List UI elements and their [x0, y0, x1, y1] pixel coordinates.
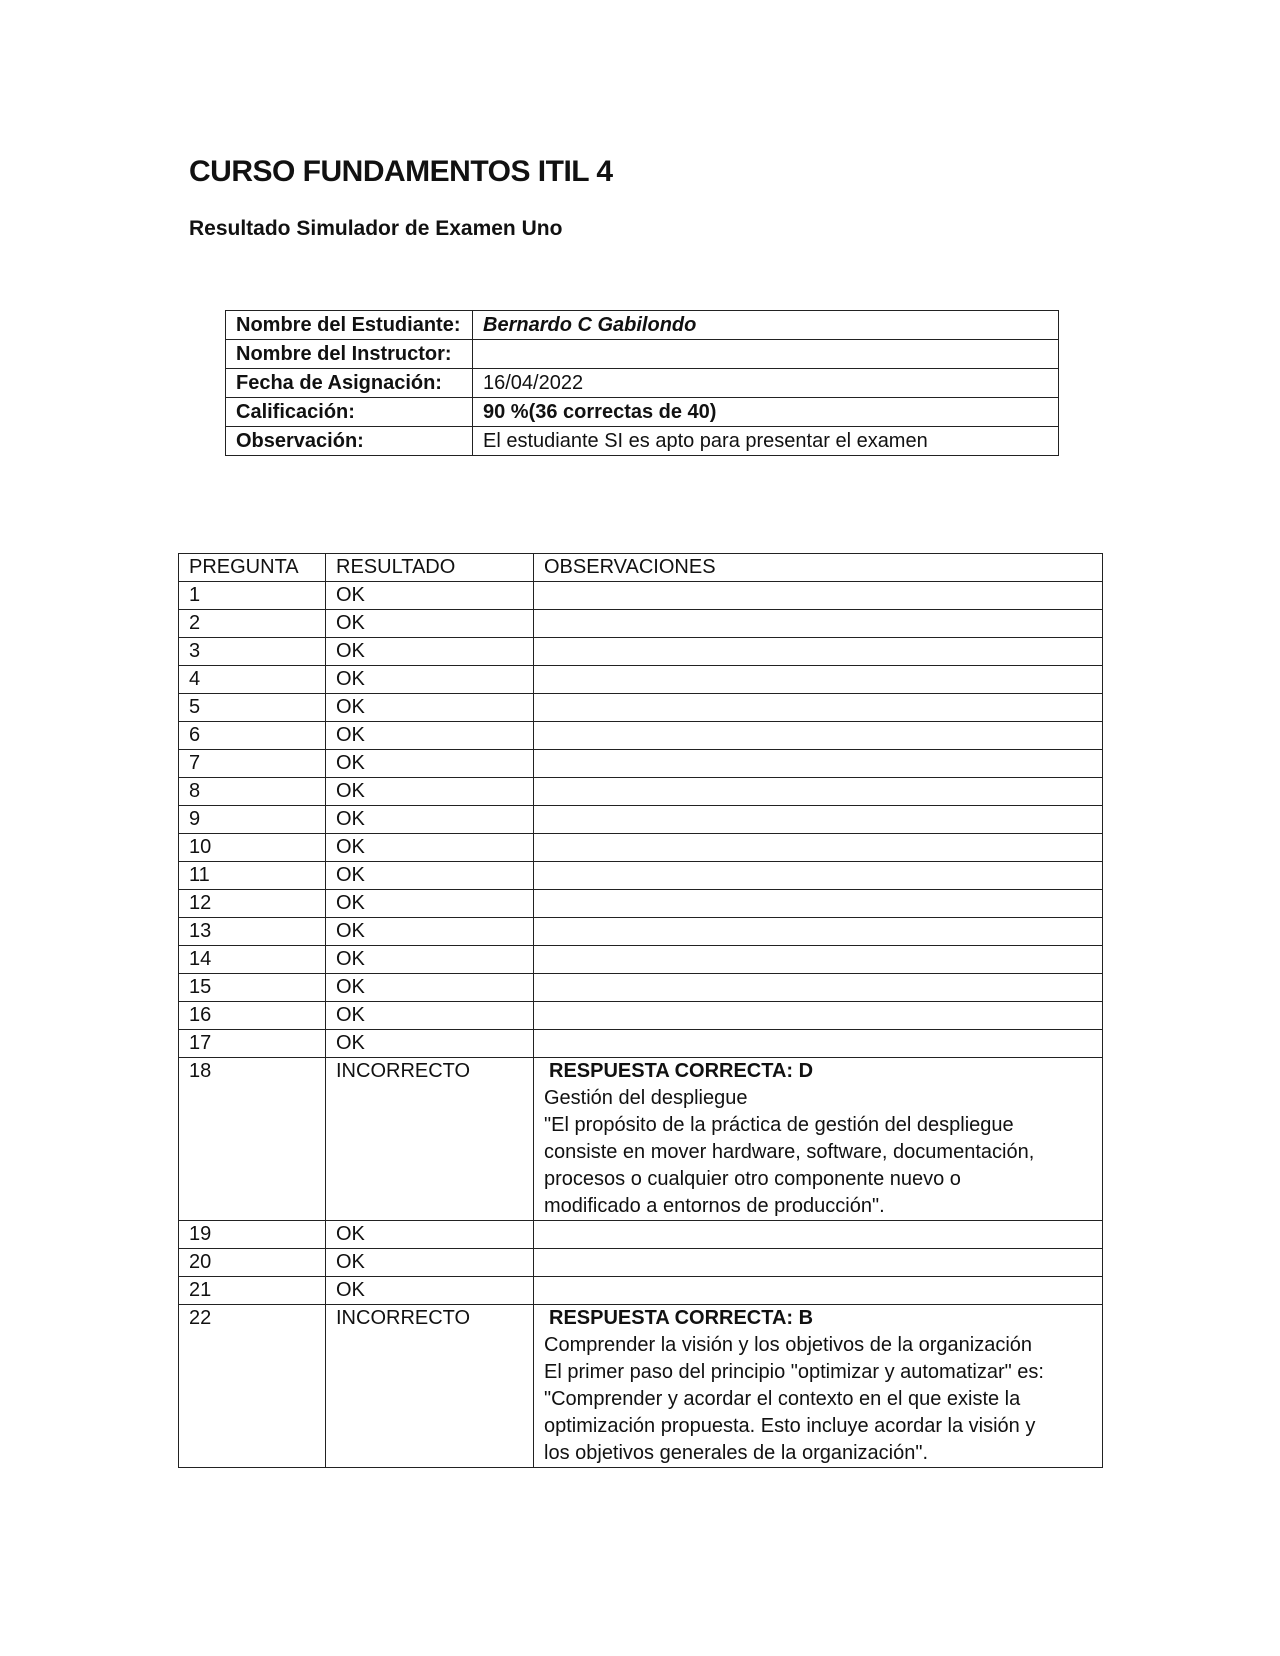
question-number: 12	[179, 890, 326, 918]
table-row	[179, 1058, 1103, 1221]
question-number: 21	[179, 1277, 326, 1305]
question-result: OK	[326, 862, 534, 890]
question-number: 10	[179, 834, 326, 862]
question-observation	[534, 918, 1103, 946]
observation-text-line: consiste en mover hardware, software, documentación,	[544, 1141, 1035, 1163]
question-number: 16	[179, 1002, 326, 1030]
question-observation	[534, 1305, 1103, 1468]
observation-text-line: El primer paso del principio "optimizar y automatizar" es:	[544, 1361, 1044, 1383]
table-row	[179, 1221, 1103, 1249]
question-observation	[534, 1030, 1103, 1058]
question-result: OK	[326, 918, 534, 946]
question-observation	[534, 610, 1103, 638]
question-number: 4	[179, 666, 326, 694]
question-number: 20	[179, 1249, 326, 1277]
document-subtitle: Resultado Simulador de Examen Uno	[189, 217, 563, 240]
question-result: OK	[326, 638, 534, 666]
question-number: 5	[179, 694, 326, 722]
question-result: OK	[326, 582, 534, 610]
question-result: OK	[326, 974, 534, 1002]
correct-answer-heading: RESPUESTA CORRECTA: B	[549, 1307, 814, 1329]
question-number: 22	[179, 1305, 326, 1468]
question-result: OK	[326, 610, 534, 638]
table-row	[179, 1305, 1103, 1468]
observation-text-line: Gestión del despliegue	[544, 1087, 748, 1109]
question-observation	[534, 862, 1103, 890]
table-row	[179, 610, 1103, 638]
question-result: INCORRECTO	[326, 1305, 534, 1468]
header-observaciones: OBSERVACIONES	[534, 554, 1103, 582]
results-table	[178, 553, 1103, 1468]
question-observation	[534, 638, 1103, 666]
document-title: CURSO FUNDAMENTOS ITIL 4	[189, 155, 613, 188]
date-value: 16/04/2022	[473, 369, 1059, 398]
question-observation	[534, 722, 1103, 750]
question-result: OK	[326, 890, 534, 918]
question-observation	[534, 1249, 1103, 1277]
question-observation	[534, 666, 1103, 694]
observation-row	[226, 427, 1059, 456]
observation-text-line: los objetivos generales de la organización".	[544, 1442, 929, 1464]
student-value: Bernardo C Gabilondo	[473, 311, 1059, 340]
table-row	[179, 750, 1103, 778]
question-result: OK	[326, 1002, 534, 1030]
table-row	[179, 1249, 1103, 1277]
question-result: INCORRECTO	[326, 1058, 534, 1221]
question-result: OK	[326, 1030, 534, 1058]
table-row	[179, 918, 1103, 946]
question-result: OK	[326, 722, 534, 750]
student-label: Nombre del Estudiante:	[226, 311, 473, 340]
question-observation	[534, 694, 1103, 722]
student-info-table	[225, 310, 1059, 456]
question-observation	[534, 1058, 1103, 1221]
question-number: 14	[179, 946, 326, 974]
question-number: 15	[179, 974, 326, 1002]
question-number: 1	[179, 582, 326, 610]
question-result: OK	[326, 834, 534, 862]
student-row	[226, 311, 1059, 340]
correct-answer-heading: RESPUESTA CORRECTA: D	[549, 1060, 814, 1082]
grade-label: Calificación:	[226, 398, 473, 427]
table-row	[179, 834, 1103, 862]
question-number: 13	[179, 918, 326, 946]
question-result: OK	[326, 806, 534, 834]
table-row	[179, 778, 1103, 806]
question-number: 8	[179, 778, 326, 806]
table-row	[179, 666, 1103, 694]
instructor-value	[473, 340, 1059, 369]
question-observation	[534, 834, 1103, 862]
table-row	[179, 1002, 1103, 1030]
date-label: Fecha de Asignación:	[226, 369, 473, 398]
header-pregunta: PREGUNTA	[179, 554, 326, 582]
table-row	[179, 862, 1103, 890]
question-result: OK	[326, 946, 534, 974]
question-number: 19	[179, 1221, 326, 1249]
question-observation	[534, 1221, 1103, 1249]
table-row	[179, 946, 1103, 974]
date-row	[226, 369, 1059, 398]
question-number: 11	[179, 862, 326, 890]
table-row	[179, 694, 1103, 722]
table-row	[179, 890, 1103, 918]
grade-row	[226, 398, 1059, 427]
observation-value: El estudiante SI es apto para presentar el examen	[473, 427, 1059, 456]
question-observation	[534, 1002, 1103, 1030]
table-row	[179, 1030, 1103, 1058]
question-result: OK	[326, 778, 534, 806]
table-row	[179, 582, 1103, 610]
question-number: 6	[179, 722, 326, 750]
observation-text-line: modificado a entornos de producción".	[544, 1195, 885, 1217]
instructor-label: Nombre del Instructor:	[226, 340, 473, 369]
table-row	[179, 722, 1103, 750]
question-number: 7	[179, 750, 326, 778]
question-number: 3	[179, 638, 326, 666]
question-observation	[534, 778, 1103, 806]
question-observation	[534, 946, 1103, 974]
question-number: 18	[179, 1058, 326, 1221]
header-resultado: RESULTADO	[326, 554, 534, 582]
question-number: 2	[179, 610, 326, 638]
results-header-row	[179, 554, 1103, 582]
observation-label: Observación:	[226, 427, 473, 456]
question-observation	[534, 1277, 1103, 1305]
question-result: OK	[326, 694, 534, 722]
question-number: 17	[179, 1030, 326, 1058]
question-observation	[534, 582, 1103, 610]
grade-value: 90 %(36 correctas de 40)	[473, 398, 1059, 427]
table-row	[179, 806, 1103, 834]
observation-text-line: Comprender la visión y los objetivos de la organización	[544, 1334, 1033, 1356]
table-row	[179, 974, 1103, 1002]
question-observation	[534, 890, 1103, 918]
instructor-row	[226, 340, 1059, 369]
observation-text-line: "Comprender y acordar el contexto en el que existe la	[544, 1388, 1021, 1410]
observation-text-line: procesos o cualquier otro componente nuevo o	[544, 1168, 961, 1190]
table-row	[179, 638, 1103, 666]
question-result: OK	[326, 1249, 534, 1277]
question-observation	[534, 806, 1103, 834]
question-result: OK	[326, 1277, 534, 1305]
question-observation	[534, 974, 1103, 1002]
question-result: OK	[326, 666, 534, 694]
question-observation	[534, 750, 1103, 778]
table-row	[179, 1277, 1103, 1305]
observation-text-line: "El propósito de la práctica de gestión del despliegue	[544, 1114, 1014, 1136]
question-result: OK	[326, 750, 534, 778]
question-number: 9	[179, 806, 326, 834]
observation-text-line: optimización propuesta. Esto incluye acordar la visión y	[544, 1415, 1036, 1437]
question-result: OK	[326, 1221, 534, 1249]
